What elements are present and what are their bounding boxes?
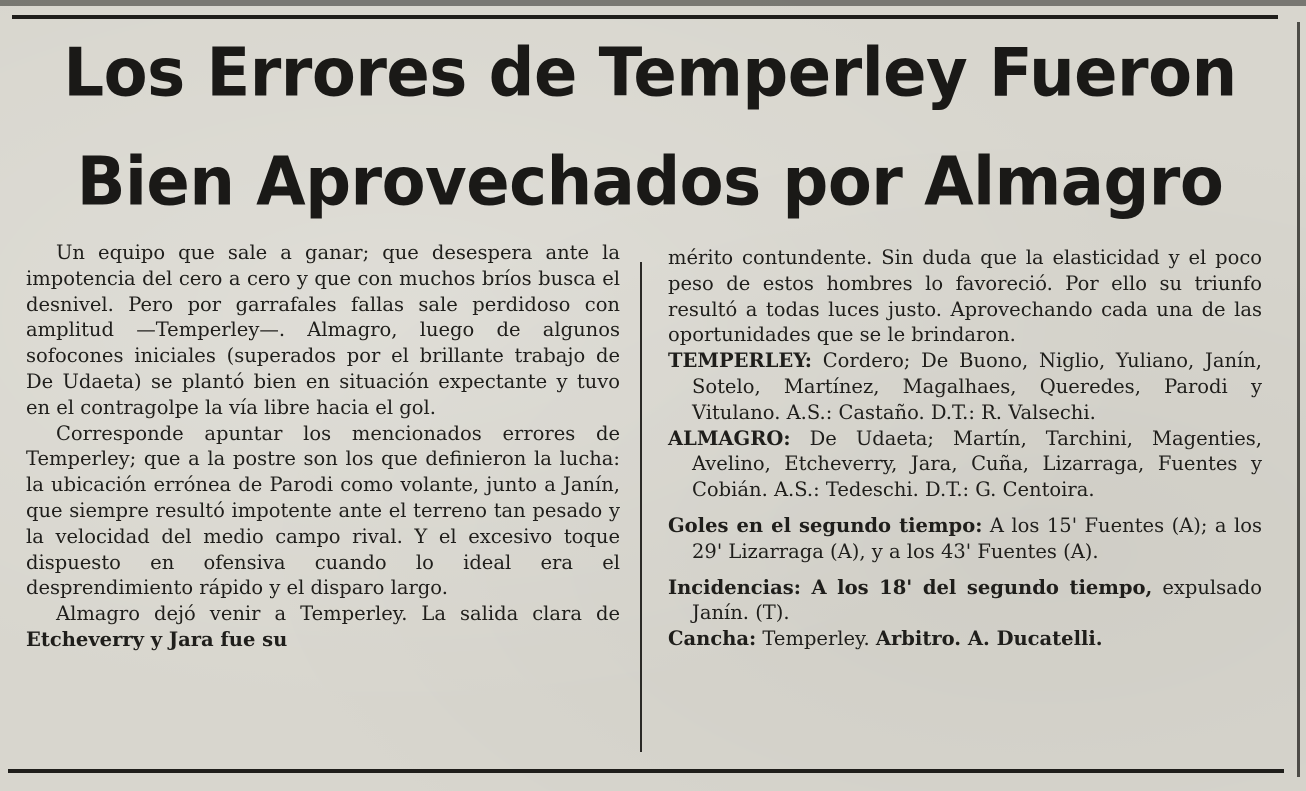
headline bbox=[20, 19, 1280, 237]
goals-summary bbox=[668, 513, 1262, 565]
column-divider bbox=[640, 262, 642, 752]
left-column bbox=[26, 240, 620, 653]
almagro-lineup bbox=[668, 426, 1262, 503]
incidents-label: Incidencias: A los 18' del segundo tiempo, bbox=[668, 575, 1153, 599]
almagro-label: ALMAGRO: bbox=[668, 426, 791, 450]
venue-label: Cancha: bbox=[668, 627, 757, 651]
bottom-rule bbox=[8, 769, 1284, 773]
paragraph-2: Corresponde apuntar los mencionados errores de Temperley; que a la postre son los que definieron la lucha: la ubicación errónea de Parodi como volante, junto a Janín, que siempre resultó impotente ante el terreno tan pesado y la velocidad del medio campo rival. Y el excesivo toque dispuesto en ofensiva cuando lo ideal era el desprendimiento rápido y el disparo largo. bbox=[26, 421, 620, 600]
paragraph-3-start: Almagro dejó venir a Temperley. La salida clara de bbox=[56, 602, 620, 626]
goals-label: Goles en el segundo tiempo: bbox=[668, 513, 983, 537]
temperley-lineup bbox=[668, 348, 1262, 425]
paragraph-3 bbox=[26, 601, 620, 653]
paragraph-3-bold: Etcheverry y Jara fue su bbox=[26, 627, 288, 651]
right-rule bbox=[1297, 22, 1300, 777]
almagro-players: De Udaeta; Martín, Tarchini, Magenties, Avelino, Etcheverry, Jara, Cuña, Lizarraga, Fuentes y Cobián. A.S.: Tedeschi. D.T.: G. Centoira. bbox=[692, 426, 1262, 502]
venue-text: Temperley. bbox=[756, 627, 876, 651]
referee-label: Arbitro. A. Ducatelli. bbox=[875, 627, 1103, 651]
paragraph-3-continued: mérito contundente. Sin duda que la elasticidad y el poco peso de estos hombres lo favoreció. Por ello su triunfo resultó a todas luces justo. Aprovechando cada una de las oportunidades que se le brindaron. bbox=[668, 246, 1262, 347]
incidents-text: expulsado Janín. (T). bbox=[692, 575, 1263, 625]
venue-referee bbox=[668, 626, 1262, 652]
incidents bbox=[668, 575, 1262, 627]
right-column bbox=[668, 245, 1262, 652]
temperley-label: TEMPERLEY: bbox=[668, 349, 812, 373]
paragraph-1: Un equipo que sale a ganar; que desespera ante la impotencia del cero a cero y que con muchos bríos busca el desnivel. Pero por garrafales fallas sale perdidoso con amplitud —Temperley—. Almagro, luego de algunos sofocones iniciales (superados por el brillante trabajo de De Udaeta) se plantó bien en situación expectante y tuvo en el contragolpe la vía libre hacia el gol. bbox=[26, 241, 620, 419]
temperley-players: Cordero; De Buono, Niglio, Yuliano, Janín, Sotelo, Martínez, Magalhaes, Queredes, Parodi y Vitulano. A.S.: Castaño. D.T.: R. Valsechi. bbox=[692, 349, 1262, 424]
headline-line-2: Bien Aprovechados por Almagro bbox=[76, 143, 1224, 222]
goals-text: A los 15' Fuentes (A); a los 29' Lizarraga (A), y a los 43' Fuentes (A). bbox=[692, 513, 1262, 563]
headline-line-1: Los Errores de Temperley Fueron bbox=[63, 34, 1237, 113]
previous-article-edge bbox=[0, 0, 1306, 6]
